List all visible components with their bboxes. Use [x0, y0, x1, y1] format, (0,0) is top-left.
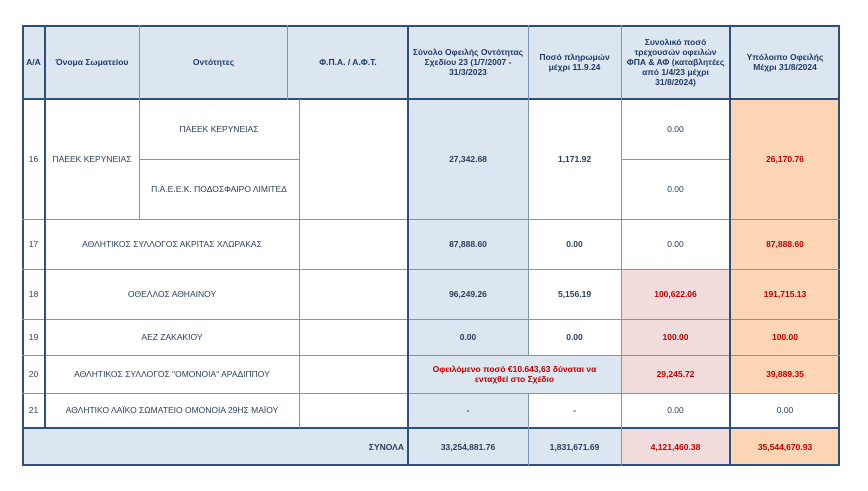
col-line-aa [44, 25, 46, 428]
totals-current: 4,121,460.38 [621, 428, 730, 466]
row-divider-20 [22, 355, 840, 356]
col-line-total [528, 25, 529, 355]
row-divider-18 [22, 269, 840, 270]
border-top [22, 25, 840, 27]
row18-aa: 18 [28, 288, 39, 299]
row19-current: 100.00 [621, 319, 730, 355]
row17-paid: 0.00 [566, 238, 583, 249]
row20-name: ΑΘΛΗΤΙΚΟΣ ΣΥΛΛΟΓΟΣ "ΟΜΟΝΟΙΑ" ΑΡΑΔΙΠΠΟΥ [74, 368, 270, 379]
header-club-name: Όνομα Σωματείου [45, 25, 139, 99]
row17-balance: 87,888.60 [730, 219, 840, 269]
row16-entity-split [139, 159, 299, 160]
totals-balance: 35,544,670.93 [730, 428, 840, 466]
totals-divider [22, 427, 840, 429]
row21-balance: 0.00 [776, 405, 794, 416]
header-divider [22, 98, 840, 100]
col-line-entities-right [299, 99, 300, 428]
row16-paid: 1,171.92 [557, 153, 592, 164]
row19-name: ΑΕΖ ΖΑΚΑΚΙΟΥ [141, 331, 203, 342]
header-entities: Οντότητες [139, 25, 288, 99]
header-aa: Α/Α [22, 25, 45, 99]
totals-paid: 1,831,671.69 [528, 428, 621, 466]
row21-current: 0.00 [667, 405, 684, 416]
row20-current: 29,245.72 [621, 355, 730, 393]
row18-current: 100,622.06 [621, 269, 730, 319]
row16-current-1: 0.00 [667, 123, 684, 134]
header-current-debts: Συνολικό ποσό τρεχουσών οφειλών ΦΠΑ & ΑΦ (καταβλητέες από 1/4/23 μέχρι 31/8/2024) [621, 25, 730, 99]
col-line-vat [407, 25, 409, 466]
row21-aa: 21 [28, 405, 39, 416]
header-vat: Φ.Π.Α. / Α.Φ.Τ. [288, 25, 408, 99]
col-line-paid [621, 25, 622, 466]
row18-name: ΟΘΕΛΛΟΣ ΑΘΗΑΙΝΟΥ [127, 288, 217, 299]
row16-entity-1: ΠΑΕΕΚ ΚΕΡΥΝΕΙΑΣ [179, 123, 259, 134]
row16-current-2: 0.00 [667, 183, 684, 194]
header-paid: Ποσό πληρωμών μέχρι 11.9.24 [528, 25, 621, 99]
totals-label: ΣΥΝΟΛΑ [368, 441, 404, 452]
row16-entity-2: Π.Α.Ε.Ε.Κ. ΠΟΔΟΣΦΑΙΡΟ ΛΙΜΙΤΕΔ [151, 183, 287, 194]
row17-total-debt: 87,888.60 [408, 219, 528, 269]
row19-aa: 19 [28, 331, 39, 342]
row16-aa: 16 [28, 153, 39, 164]
totals-total-debt: 33,254,881.76 [408, 428, 528, 466]
header-total-debt: Σύνολο Οφειλής Οντότητας Σχεδίου 23 (1/7/2007 - 31/3/2023 [408, 25, 528, 99]
row-divider-19 [22, 319, 840, 320]
col-line-entities [287, 25, 288, 100]
totals-label-cell [22, 428, 408, 466]
row20-note: Οφειλόμενο ποσό €10.643,63 δύναται να ενταχθεί στο Σχέδιο [408, 355, 621, 393]
debts-table [22, 25, 840, 466]
row16-club: ΠΑΕΕΚ ΚΕΡΥΝΕΙΑΣ [52, 153, 132, 164]
row19-paid: 0.00 [566, 331, 583, 342]
row16-total-debt: 27,342.68 [408, 99, 528, 219]
row19-balance: 100.00 [730, 319, 840, 355]
row17-name: ΑΘΛΗΤΙΚΟΣ ΣΥΛΛΟΓΟΣ ΑΚΡΙΤΑΣ ΧΛΩΡΑΚΑΣ [82, 238, 262, 249]
row20-balance: 39,889.35 [730, 355, 840, 393]
border-bottom [22, 464, 840, 466]
row19-total-debt: 0.00 [408, 319, 528, 355]
row20-aa: 20 [28, 368, 39, 379]
border-left [22, 25, 24, 466]
col-line-club [139, 25, 140, 219]
row18-paid: 5,156.19 [557, 288, 592, 299]
row17-current: 0.00 [667, 238, 684, 249]
header-balance: Υπόλοιπο Οφειλής Μέχρι 31/8/2024 [730, 25, 840, 99]
row17-aa: 17 [28, 238, 39, 249]
row21-paid: - [573, 405, 576, 416]
row21-total-debt: - [408, 393, 528, 428]
row16-current-split [621, 159, 730, 160]
row16-balance: 26,170.76 [730, 99, 840, 219]
row-divider-21 [22, 393, 840, 394]
col-line-total-lower [528, 393, 529, 466]
row18-balance: 191,715.13 [730, 269, 840, 319]
col-line-current [729, 25, 731, 466]
border-right [838, 25, 840, 466]
row21-name: ΑΘΛΗΤΙΚΟ ΛΑΪΚΟ ΣΩΜΑΤΕΙΟ ΟΜΟΝΟΙΑ 29ΗΣ ΜΑΪΟΥ [65, 405, 279, 416]
row-divider-17 [22, 219, 840, 220]
row18-total-debt: 96,249.26 [408, 269, 528, 319]
